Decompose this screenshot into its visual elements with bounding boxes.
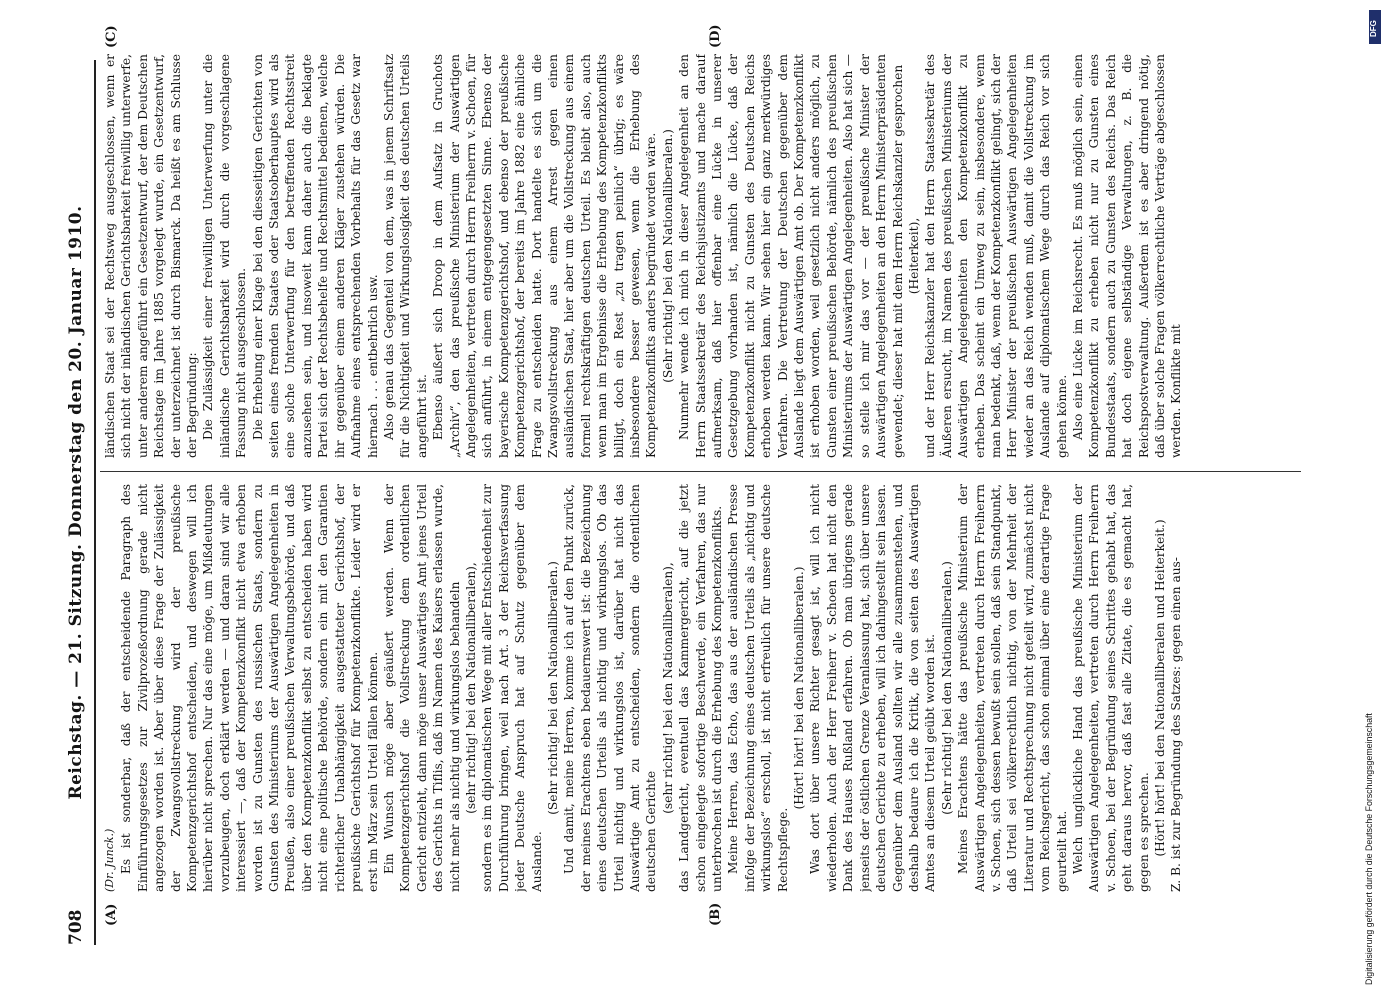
right-paragraphs (102, 54, 1185, 458)
speaker-label: (Dr. Junck.) (103, 828, 116, 892)
left-paragraphs (118, 484, 1184, 892)
left-paragraph: Was dort über unsere Richter gesagt ist, will ich nicht wiederholen. Auch der Herr Freiherr v. Schoen hat nicht den Dank des Hauses Rußland erfahren. Ob man übrigens gerade jenseits der östlichen Grenze Veranlassung hat, sich über unsere deutschen Gerichte zu erheben, will ich dahingestellt sein lassen. Gegenüber dem Ausland sollten wir alle zusammenstehen, und deshalb bedaure ich die Kritik, die von seiten des Auswärtigen Amtes an diesem Urteil geübt worden ist. (808, 484, 938, 892)
left-paragraph: sondern es im diplomatischen Wege mit aller Entschiedenheit zur Durchführung bringen, weil nach Art. 3 der Reichsverfassung jeder Deutsche Anspruch hat auf Schutz gegenüber dem Auslande. (480, 484, 544, 892)
right-paragraph: Also genau das Gegenteil von dem, was in jenem Schriftsatz für die Nichtigkeit und Wirkungslosigkeit des deutschen Urteils angeführt ist. (381, 54, 429, 458)
page-header (62, 60, 90, 945)
margin-mark-d: (D) (708, 24, 723, 48)
left-paragraph: Meine Herren, das Echo, das aus der ausländischen Presse infolge der Bezeichnung eines deutschen Urteils als „nichtig und wirkungslos“ erscholl, ist nicht erfreulich für unsere deutsche Rechtspflege. (726, 484, 790, 892)
right-paragraph: Also eine Lücke im Reichsrecht. Es muß möglich sein, einen Kompetenzkonflikt zu erheben nicht nur zu Gunsten eines Bundesstaats, sondern auch zu Gunsten des Reichs. Das Reich hat doch eigene selbständige Verwaltungen, z. B. die Reichspostverwaltung. Außerdem ist es aber dringend nötig, daß über solche Fragen völkerrechtliche Verträge abgeschlossen werden. Konflikte mit (1070, 54, 1184, 458)
margin-mark-a: (A) (104, 903, 119, 926)
left-paragraph: Meines Erachtens hätte das preußische Ministerium der Auswärtigen Angelegenheiten, vertreten durch Herrn Freiherrn v. Schoen, sich dessen bewußt sein sollen, daß sein Standpunkt, daß Urteil sei völkerrechtlich nichtig, von der Mehrheit der Literatur und Rechtsprechung nicht geteilt wird, zumächst nicht vom Reichsgericht, das schon einmal über eine derartige Frage geurteilt hat. (956, 484, 1069, 892)
right-paragraph: Ebenso äußert sich Droop in dem Aufsatz in Gruchots „Archiv“, den das preußische Ministerium der Auswärtigen Angelegenheiten, vertreten durch Herrn Freiherrn v. Schoen, für sich anführt, in einem entgegengesetzten Sinne. Ebenso der bayerische Kompetenzgerichtshof, und ebenso der preußische Kompetenzgerichtshof, der bereits im Jahre 1882 eine ähnliche Frage zu entscheiden hatte. Dort handelte es sich um die Zwangsvollstreckung aus einem Arrest gegen einen ausländischen Staat, hier aber um die Vollstreckung aus einem formell rechtskräftigen deutschen Urteil. Es bleibt also, auch wenn man im Ergebnisse die Erhebung des Kompetenzkonflikts billigt, doch ein Rest „zu tragen peinlich“ übrig; es wäre insbesondere besser gewesen, wenn die Erhebung des Kompetenzkonflikts anders begründet worden wäre. (431, 54, 659, 458)
column-divider (100, 471, 1301, 472)
right-paragraph: Nunmehr wende ich mich in dieser Angelegenheit an den Herrn Staatssekretär des Reichsjustizamts und mache darauf aufmerksam, daß hier offenbar eine Lücke in unserer Gesetzgebung vorhanden ist, nämlich die Lücke, daß der Kompetenzkonflikt nicht zu Gunsten des Deutschen Reichs erhoben werden kann. Wir sehen hier ein ganz merkwürdiges Verfahren. Die Vertretung der Deutschen gegenüber dem Auslande liegt dem Auswärtigen Amt ob. Der Kompetenzkonflikt ist erhoben worden, weil gesetzlich nicht anders möglich, zu Gunsten einer preußischen Behörde, nämlich des preußischen Ministeriums der Auswärtigen Angelegenheiten. Also hat sich — so stelle ich mir das vor — der preußische Minister der Auswärtigen Angelegenheiten an den Herrn Ministerpräsidenten gewendet; dieser hat mit dem Herrn Reichskanzler gesprochen (677, 54, 905, 458)
left-paragraph: (Sehr richtig! bei den Nationalliberalen.) (939, 561, 954, 815)
left-paragraph: Und damit, meine Herren, komme ich auf den Punkt zurück, der meines Erachtens eben bedauernswert ist: die Bezeichnung eines deutschen Urteils als nichtig und wirkungslos. Ob das Urteil nichtig und wirkungslos ist, darüber hat nicht das Auswärtige Amt zu entscheiden, sondern die ordentlichen deutschen Gerichte (562, 484, 659, 892)
left-paragraph: Ein Wunsch möge aber geäußert werden. Wenn der Kompetenzgerichtshof die Vollstreckung dem ordentlichen Gericht entzieht, dann möge unser Auswärtiges Amt jenes Urteil des Gerichts in Tiflis, daß im Namen des Kaisers erlassen wurde, nicht mehr als nichtig und wirkungslos behandeln (381, 484, 462, 892)
left-paragraph: (Hört! hört! bei den Nationalliberalen.) (792, 566, 807, 810)
right-text-column (102, 54, 1303, 458)
left-paragraph: das Landgericht, eventuell das Kammergericht, auf die jetzt schon eingelegte sofortige Beschwerde, ein Verfahren, das nur unterbrochen ist durch die Erhebung des Kompetenzkonflikts. (677, 484, 725, 892)
right-paragraph: ländischen Staat sei der Rechtsweg ausgeschlossen, wenn er sich nicht der inländischen Gerichtsbarkeit freiwillig unterwerfe, unter anderem angeführt ein Gesetzentwurf, der dem Deutschen Reichstage im Jahre 1885 vorgelegt wurde, ein Gesetzentwurf, der unterzeichnet ist durch Bismarck. Da heißt es am Schlusse der Begründung: (103, 54, 200, 458)
margin-mark-b: (B) (708, 902, 723, 926)
left-paragraph: Welch unglückliche Hand das preußische Ministerium der Auswärtigen Angelegenheiten, vertreten durch Herrn Freiherrn v. Schoen, bei der Begründung seines Schrittes gehabt hat, das geht daraus hervor, daß fast alle Zitate, die es gemacht hat, gegen es sprechen. (1070, 484, 1151, 892)
left-paragraph: (sehr richtig! bei den Nationalliberalen), (660, 562, 675, 814)
left-text-column (102, 484, 1303, 892)
right-paragraph: und der Herr Reichskanzler hat den Herrn Staatssekretär des Äußeren ersucht, im Namen des preußischen Ministeriums der Auswärtigen Angelegenheiten den Kompetenzkonflikt zu erheben. Das scheint ein Umweg zu sein, insbesondere, wenn man bedenkt, daß, wenn der Kompetenzkonflikt gelingt, sich der Herr Minister der preußischen Auswärtigen Angelegenheiten wieder an das Reich wenden muß, damit die Vollstreckung im Auslande auf diplomatischem Wege durch das Reich vor sich gehen könne. (923, 54, 1069, 458)
header-rule (94, 60, 96, 945)
right-paragraph: Die Zulässigkeit einer freiwilligen Unterwerfung unter die inländische Gerichtsbarkeit wird durch die vorgeschlagene Fassung nicht ausgeschlossen. (201, 54, 249, 458)
margin-mark-c: (C) (104, 25, 119, 48)
right-paragraph: (Sehr richtig! bei den Nationalliberalen.) (660, 129, 675, 383)
left-paragraph: Es ist sonderbar, daß der entscheidende Paragraph des Einführungsgesetzes zur Zivilprozeßordnung gerade nicht angezogen worden ist. Aber über diese Frage der Zulässigkeit der Zwangsvollstreckung wird der preußische Kompetenzgerichtshof entscheiden, und deswegen will ich hierüber nicht sprechen. Nur das eine möge, um Mißdeutungen vorzubeugen, doch erklärt werden — und daran sind wir alle interessiert —, daß der Kompetenzkonflikt nicht etwa erhoben worden ist zu Gunsten des russischen Staats, sondern zu Gunsten des Ministeriums der Auswärtigen Angelegenheiten in Preußen, also einer preußischen Verwaltungsbehörde, und daß über den Kompetenzkonflikt selbst zu entscheiden haben wird nicht eine politische Behörde, sondern ein mit den Garantien richterlicher Unabhängigkeit ausgestatteter Gerichtshof, der preußische Gerichtshof für Kompetenzkonflikte. Leider wird er erst im März sein Urteil fällen können. (119, 484, 380, 892)
running-title: Reichstag. — 21. Sitzung. Donnerstag den 20. Januar 1910. (66, 205, 86, 800)
page-number: 708 (66, 909, 86, 945)
credit-text: Digitalisierung gefördert durch die Deutsche Forschungsgemeinschaft (1364, 713, 1374, 985)
right-paragraph: (Heiterkeit), (906, 217, 921, 295)
left-paragraph: (sehr richtig! bei den Nationalliberalen), (463, 562, 478, 814)
left-paragraph: (Sehr richtig! bei den Nationalliberalen.) (545, 561, 560, 815)
right-paragraph: Die Erhebung einer Klage bei den diesseitigen Gerichten von seiten eines fremden Staates oder Staatsoberhauptes wird als eine solche Unterwerfung für den betreffenden Rechtsstreit anzusehen sein, und insoweit kann daher auch die beklagte Partei sich der Rechtsbehelfe und Rechtsmittel bedienen, welche ihr gegenüber einem anderen Kläger zustehen würden. Die Aufnahme eines entsprechenden Vorbehalts für das Gesetz war hiernach . . . entbehrlich usw. (250, 54, 380, 458)
left-paragraph: Z. B. ist zur Begründung des Satzes: gegen einen aus- (1169, 557, 1184, 892)
left-paragraph: (Hört! hört! bei den Nationalliberalen und Heiterkeit.) (1153, 519, 1167, 857)
dfg-logo-text: DFG (1369, 20, 1378, 37)
